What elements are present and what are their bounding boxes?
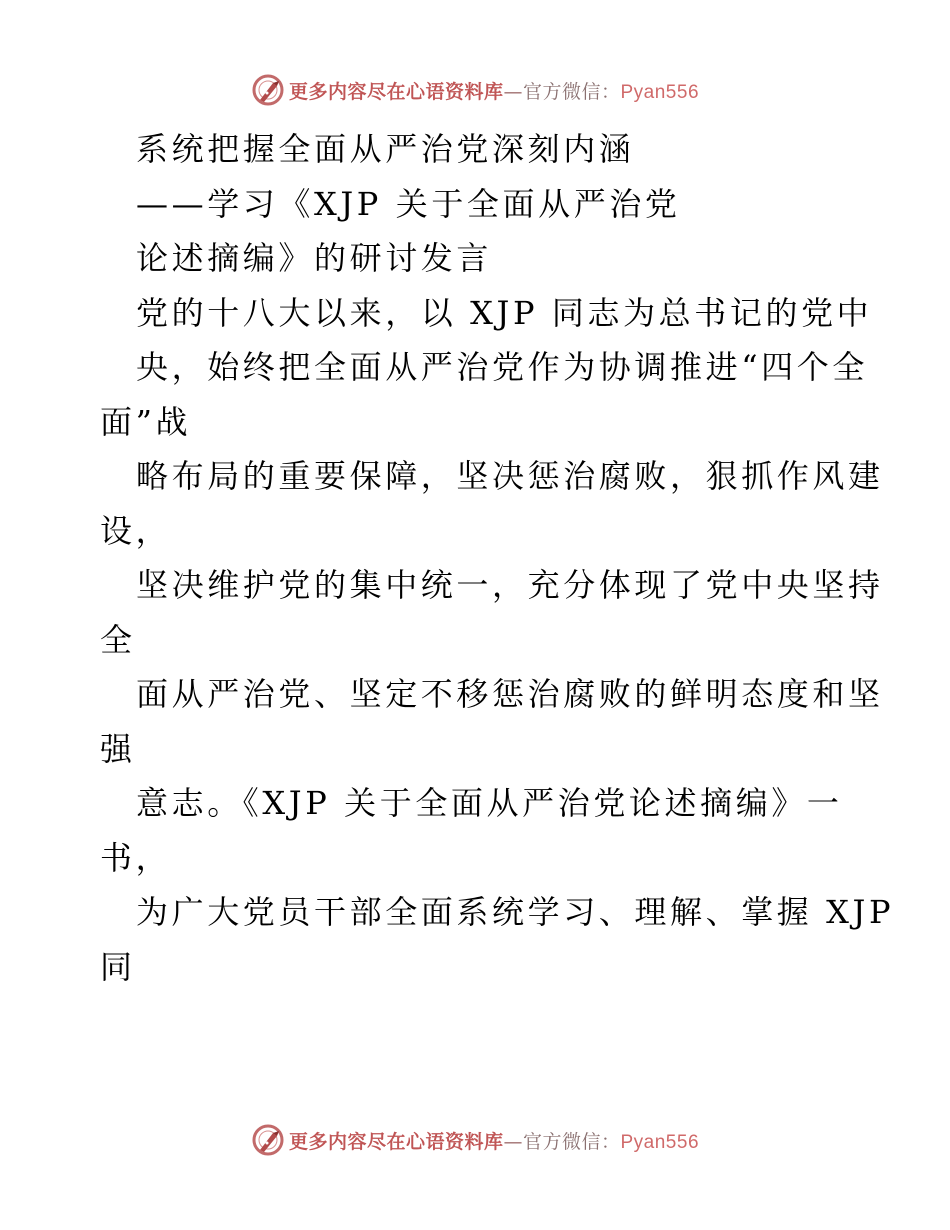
watermark-wechat-label: 官方微信： xyxy=(522,1130,621,1153)
document-line: 党的十八大以来，以 XJP 同志为总书记的党中 xyxy=(136,293,873,332)
watermark-site-name: 更多内容尽在心语资料库 xyxy=(288,80,504,103)
document-line: 坚决维护党的集中统一，充分体现了党中央坚持 xyxy=(136,566,884,604)
watermark-site-name: 更多内容尽在心语资料库 xyxy=(288,1130,504,1153)
document-line: ——学习《XJP 关于全面从严治党 xyxy=(136,184,681,223)
footer-watermark-banner xyxy=(0,1120,950,1160)
document-line: 为广大党员干部全面系统学习、理解、掌握 XJP xyxy=(136,893,895,931)
document-line: 书， xyxy=(100,838,172,877)
header-watermark-banner xyxy=(0,70,950,110)
watermark-dash: — xyxy=(503,80,523,103)
document-line: 面”战 xyxy=(100,402,192,441)
watermark-wechat-label: 官方微信： xyxy=(522,80,621,103)
document-line: 略布局的重要保障，坚决惩治腐败，狠抓作风建 xyxy=(136,457,884,495)
watermark-wechat-id: Pyan556 xyxy=(620,1131,700,1153)
watermark-text xyxy=(289,77,699,104)
document-line: 央，始终把全面从严治党作为协调推进“四个全 xyxy=(136,348,868,386)
pen-nib-logo-icon xyxy=(251,1123,285,1157)
document-line: 面从严治党、坚定不移惩治腐败的鲜明态度和坚 xyxy=(136,675,884,713)
document-line: 强 xyxy=(100,729,136,768)
watermark-wechat-id: Pyan556 xyxy=(620,81,700,103)
document-line: 意志。《XJP 关于全面从严治党论述摘编》一 xyxy=(136,784,843,822)
document-line: 论述摘编》的研讨发言 xyxy=(136,239,493,277)
watermark-text xyxy=(289,1127,699,1154)
document-body xyxy=(100,122,895,994)
document-line: 同 xyxy=(100,947,136,986)
pen-nib-logo-icon xyxy=(251,73,285,107)
document-line: 设， xyxy=(100,511,172,550)
watermark-dash: — xyxy=(503,1130,523,1153)
document-line: 全 xyxy=(100,620,136,659)
document-line: 系统把握全面从严治党深刻内涵 xyxy=(136,130,635,168)
